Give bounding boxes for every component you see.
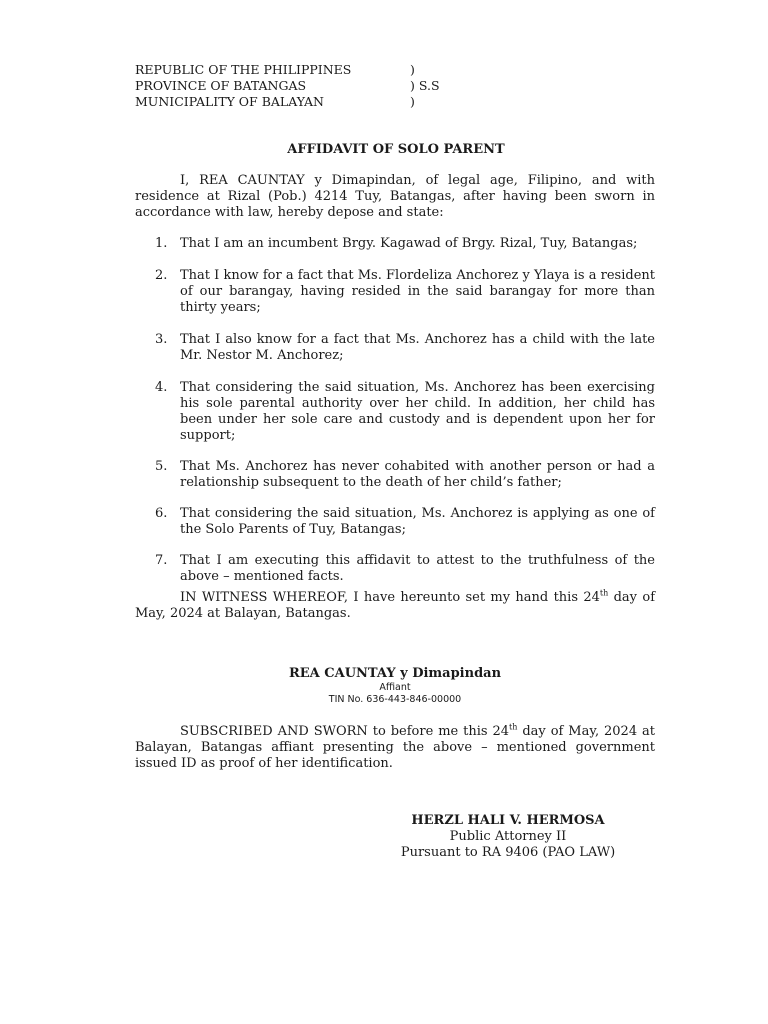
item-number: 7.	[155, 553, 168, 568]
list-item	[135, 380, 655, 444]
attorney-name: HERZL HALI V. HERMOSA	[411, 813, 605, 828]
jurat-text: SUBSCRIBED AND SWORN to before me this 24	[180, 724, 510, 739]
caption-row	[135, 94, 440, 110]
witness-text: IN WITNESS WHEREOF, I have hereunto set my hand this 24	[180, 590, 600, 605]
item-number: 3.	[155, 332, 168, 347]
item-text: That I am an incumbent Brgy. Kagawad of Brgy. Rizal, Tuy, Batangas;	[180, 236, 638, 251]
list-item	[135, 236, 655, 252]
item-number: 1.	[155, 236, 168, 251]
item-number: 6.	[155, 506, 168, 521]
statement-list	[135, 236, 655, 585]
caption-row	[135, 62, 440, 78]
affiant-signature-block	[135, 666, 655, 706]
caption-left: REPUBLIC OF THE PHILIPPINES	[135, 62, 352, 77]
affiant-label: Affiant	[379, 682, 411, 693]
list-item	[135, 268, 655, 316]
witness-paragraph	[135, 590, 655, 622]
venue-caption	[135, 62, 440, 110]
attorney-signature-block	[380, 813, 636, 861]
ordinal-suffix: th	[509, 722, 518, 732]
affiant-tin: TIN No. 636-443-846-00000	[328, 694, 462, 705]
caption-right: )	[410, 94, 415, 109]
item-text: That considering the said situation, Ms. Anchorez is applying as one of the Solo Parents of Tuy, Batangas;	[180, 506, 655, 537]
ordinal-suffix: th	[599, 588, 609, 598]
item-text: That Ms. Anchorez has never cohabited with another person or had a relationship subsequent to the death of her child’s father;	[180, 459, 655, 490]
attorney-authority: Pursuant to RA 9406 (PAO LAW)	[400, 845, 616, 860]
list-item	[135, 332, 655, 364]
witness-text-end: day of May, 2024 at Balayan, Batangas.	[135, 590, 655, 621]
affiant-name: REA CAUNTAY y Dimapindan	[288, 666, 502, 681]
jurat-text-end: day of May, 2024 at Balayan, Batangas affiant presenting the above – mentioned government issued ID as proof of her identification.	[135, 724, 655, 771]
list-item	[135, 459, 655, 491]
item-number: 5.	[155, 459, 168, 474]
item-text: That I know for a fact that Ms. Flordeliza Anchorez y Ylaya is a resident of our barangay, having resided in the said barangay for more than thirty years;	[180, 268, 655, 315]
document-title: AFFIDAVIT OF SOLO PARENT	[287, 142, 505, 157]
item-text: That I also know for a fact that Ms. Anchorez has a child with the late Mr. Nestor M. Anchorez;	[180, 332, 655, 363]
caption-right: ) S.S	[410, 78, 440, 93]
caption-right: )	[410, 62, 415, 77]
caption-left: MUNICIPALITY OF BALAYAN	[135, 94, 324, 109]
item-number: 4.	[155, 380, 168, 395]
jurat-paragraph	[135, 724, 655, 772]
list-item	[135, 553, 655, 585]
list-item	[135, 506, 655, 538]
item-text: That considering the said situation, Ms. Anchorez has been exercising his sole parental authority over her child. In addition, her child has been under her sole care and custody and is dependent upon her for support;	[180, 380, 655, 443]
item-text: That I am executing this affidavit to attest to the truthfulness of the above – mentioned facts.	[180, 553, 655, 584]
caption-left: PROVINCE OF BATANGAS	[135, 78, 307, 93]
caption-row	[135, 78, 440, 94]
intro-paragraph: I, REA CAUNTAY y Dimapindan, of legal age, Filipino, and with residence at Rizal (Pob.) 4214 Tuy, Batangas, after having been sworn in accordance with law, hereby depose and state:	[135, 173, 655, 220]
item-number: 2.	[155, 268, 168, 283]
attorney-position: Public Attorney II	[449, 829, 567, 844]
